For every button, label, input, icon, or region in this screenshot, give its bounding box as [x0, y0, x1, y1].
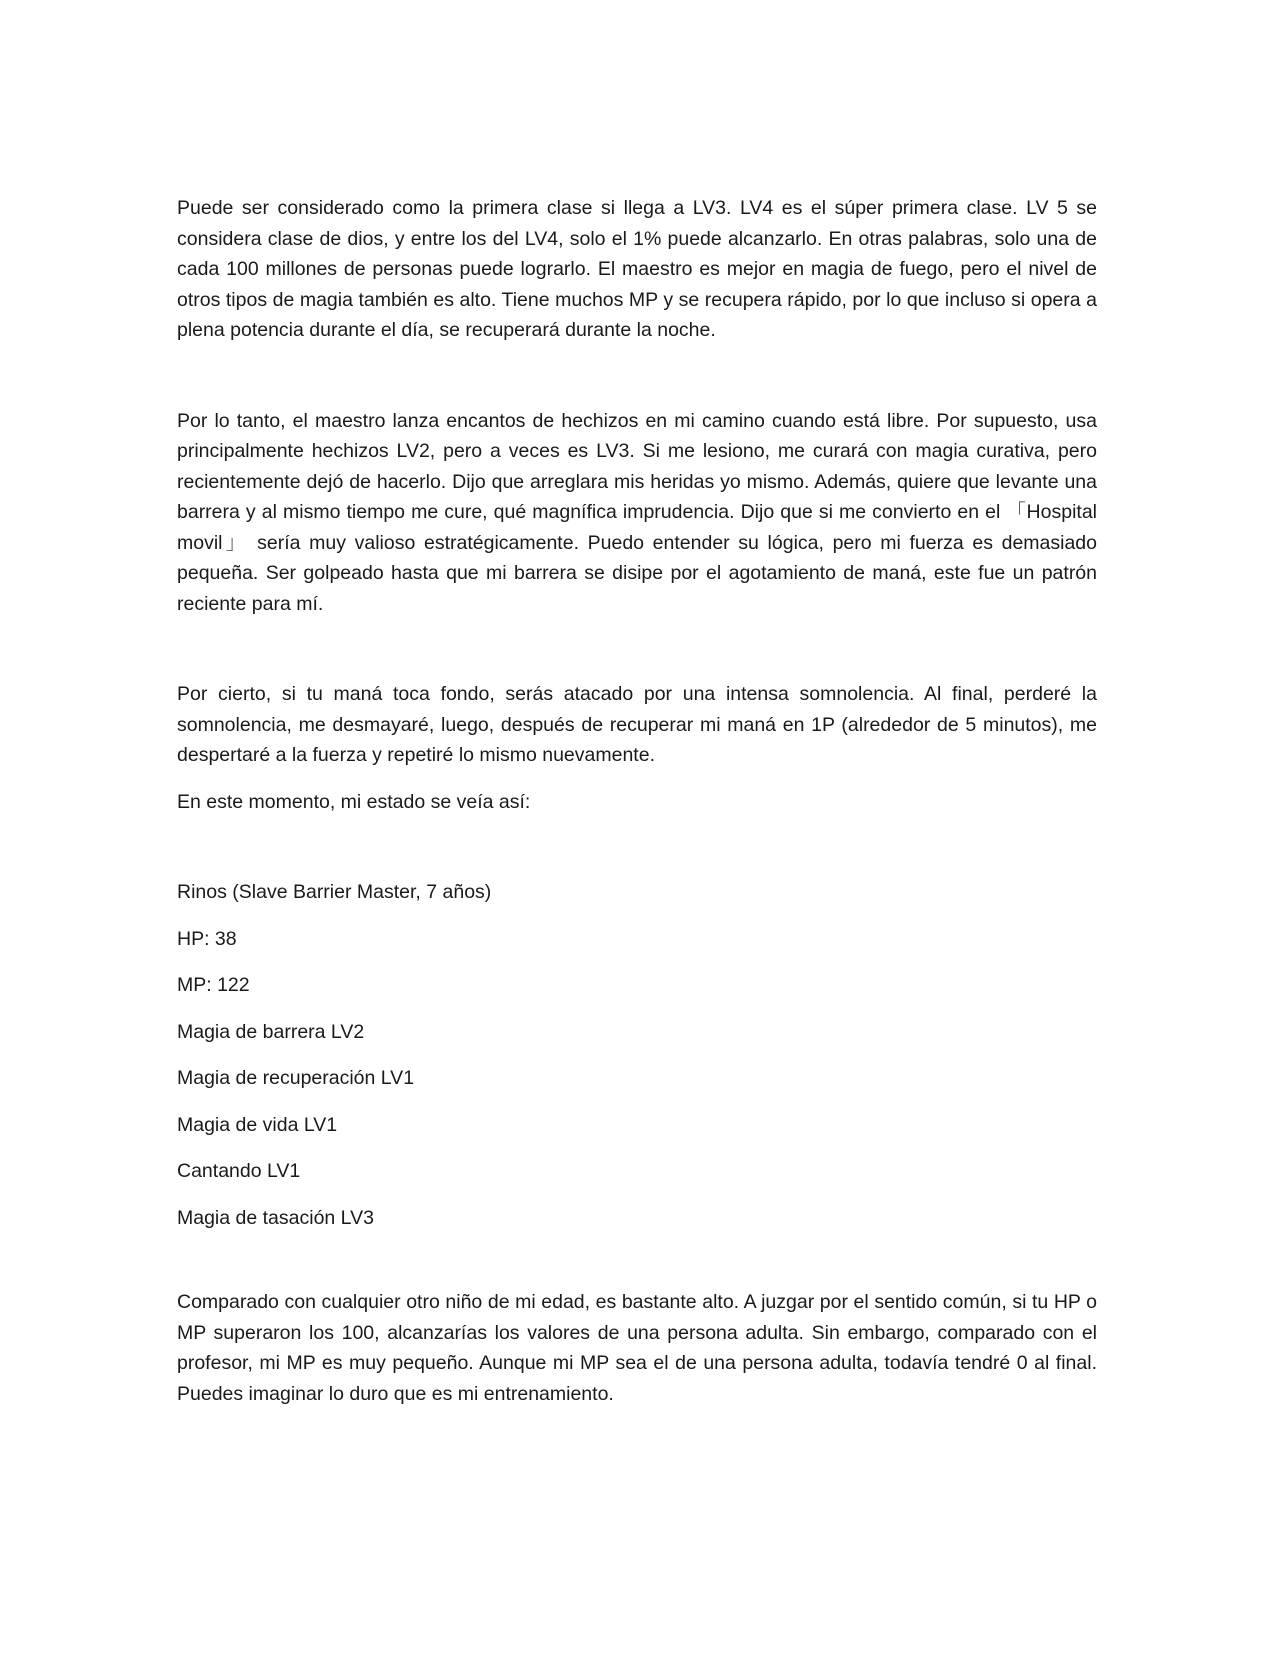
- status-skill: Magia de vida LV1: [177, 1113, 338, 1136]
- paragraph-training: Por lo tanto, el maestro lanza encantos de hechizos en mi camino cuando está libre. Por supuesto, usa principalmente hechizos LV2, pero a veces es LV3. Si me lesiono, me curará con magia curativa, pero recientemente dejó de hacerlo. Dijo que arreglara mis heridas yo mismo. Además, quiere que levante una barrera y al mismo tiempo me cure, qué magnífica imprudencia. Dijo que si me convierto en el 「Hospital movil」 sería muy valioso estratégicamente. Puedo entender su lógica, pero mi fuerza es demasiado pequeña. Ser golpeado hasta que mi barrera se disipe por el agotamiento de maná, este fue un patrón reciente para mí.: [177, 409, 1097, 615]
- paragraph-ranks: Puede ser considerado como la primera clase si llega a LV3. LV4 es el súper primera clase. LV 5 se considera clase de dios, y entre los del LV4, solo el 1% puede alcanzarlo. En otras palabras, solo una de cada 100 millones de personas puede lograrlo. El maestro es mejor en magia de fuego, pero el nivel de otros tipos de magia también es alto. Tiene muchos MP y se recupera rápido, por lo que incluso si opera a plena potencia durante el día, se recuperará durante la noche.: [177, 197, 1097, 341]
- paragraph-spacer: [177, 771, 1097, 787]
- paragraph-spacer: [177, 619, 1097, 679]
- status-hp: HP: 38: [177, 927, 237, 950]
- paragraph-mana-depletion: Por cierto, si tu maná toca fondo, serás atacado por una intensa somnolencia. Al final, perderé la somnolencia, me desmayaré, luego, después de recuperar mi maná en 1P (alrededor de 5 minutos), me despertaré a la fuerza y repetiré lo mismo nuevamente.: [177, 683, 1097, 766]
- status-skill: Magia de tasación LV3: [177, 1206, 374, 1229]
- status-block: [177, 877, 1097, 1233]
- status-skill: Magia de barrera LV2: [177, 1020, 365, 1043]
- status-skill: Magia de recuperación LV1: [177, 1067, 415, 1089]
- paragraph-spacer: [177, 1249, 1097, 1287]
- paragraph-spacer: [177, 346, 1097, 406]
- status-mp: MP: 122: [177, 974, 250, 996]
- status-name: Rinos (Slave Barrier Master, 7 años): [177, 881, 492, 903]
- document-body: [177, 193, 1097, 1409]
- status-skill: Cantando LV1: [177, 1160, 301, 1182]
- paragraph-comparison: Comparado con cualquier otro niño de mi edad, es bastante alto. A juzgar por el sentido común, si tu HP o MP superaron los 100, alcanzarías los valores de una persona adulta. Sin embargo, comparado con el profesor, mi MP es muy pequeño. Aunque mi MP sea el de una persona adulta, todavía tendré 0 al final. Puedes imaginar lo duro que es mi entrenamiento.: [177, 1291, 1097, 1405]
- paragraph-spacer: [177, 817, 1097, 877]
- paragraph-status-intro: En este momento, mi estado se veía así:: [177, 790, 531, 813]
